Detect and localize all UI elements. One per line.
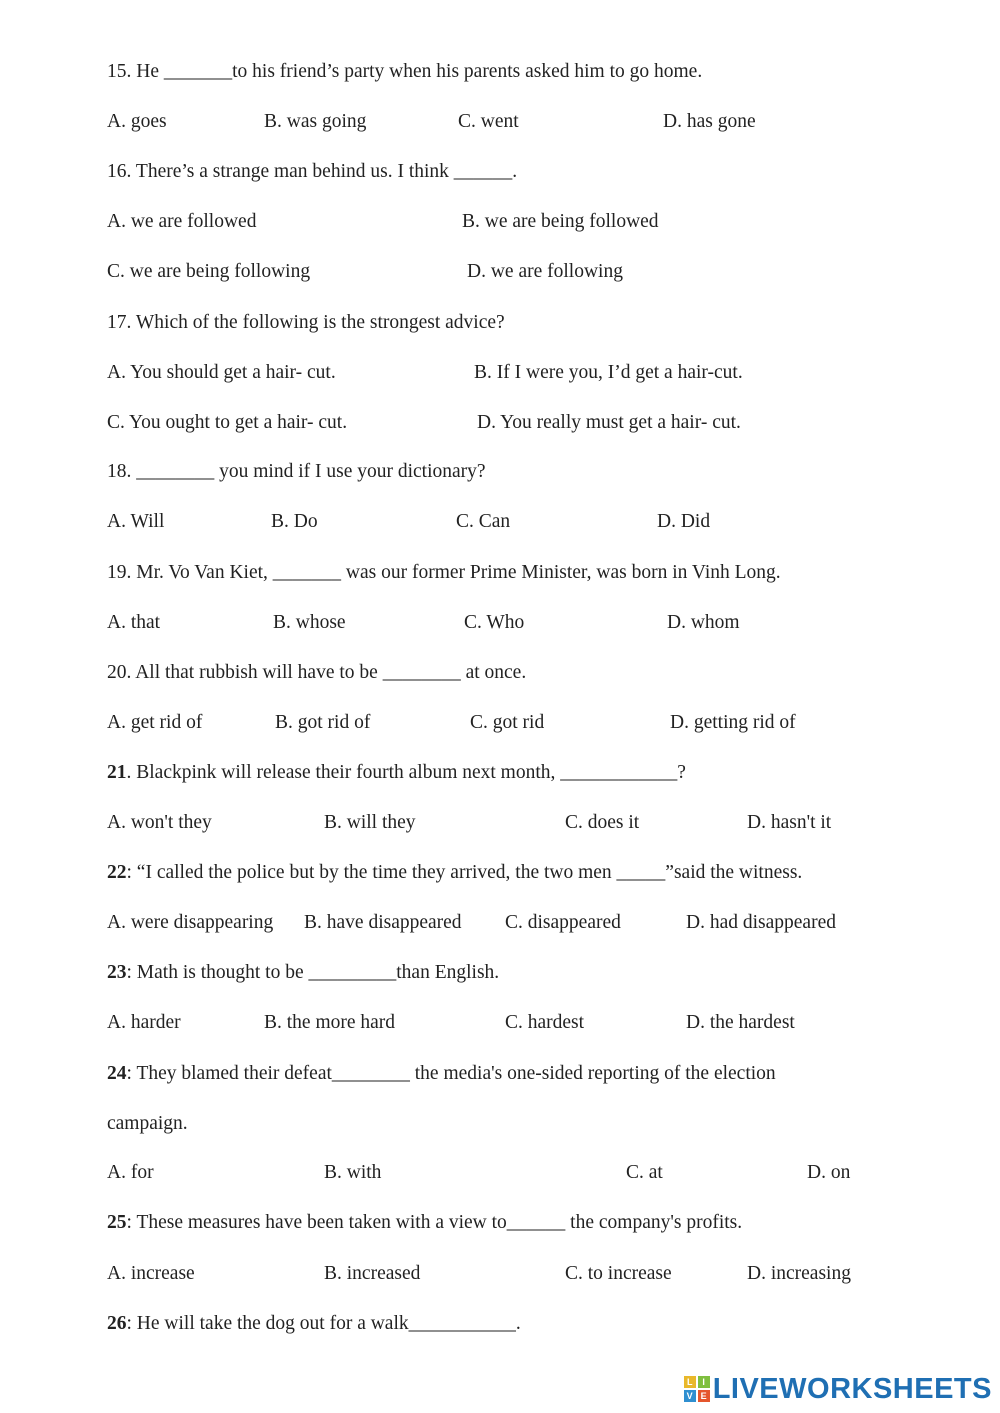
- logo-text: LIVEWORKSHEETS: [712, 1372, 992, 1405]
- question-stem: : He will take the dog out for a walk___________.: [126, 1313, 521, 1334]
- option-c[interactable]: C. does it: [565, 812, 640, 833]
- logo-mark-letter: L: [684, 1376, 696, 1388]
- option-d[interactable]: D. whom: [667, 612, 740, 633]
- question-number: 18.: [107, 461, 132, 482]
- option-a[interactable]: A. were disappearing: [107, 912, 274, 933]
- logo-mark-icon: [684, 1376, 710, 1402]
- option-a[interactable]: A. goes: [107, 111, 167, 132]
- question-stem: : These measures have been taken with a view to______ the company's profits.: [126, 1212, 743, 1233]
- option-a[interactable]: A. we are followed: [107, 211, 257, 232]
- question-number: 21: [107, 762, 127, 783]
- question-number: 15.: [107, 61, 132, 82]
- question-stem: : “I called the police but by the time they arrived, the two men _____”said the witness.: [126, 862, 803, 883]
- liveworksheets-logo: [684, 1371, 992, 1407]
- question-stem: : Math is thought to be _________than English.: [126, 962, 500, 983]
- option-b[interactable]: B. Do: [271, 511, 318, 532]
- option-b[interactable]: B. got rid of: [275, 712, 371, 733]
- option-b[interactable]: B. was going: [264, 111, 367, 132]
- question-stem: Which of the following is the strongest advice?: [135, 312, 505, 333]
- question-21: [107, 761, 686, 785]
- question-23: [107, 961, 499, 985]
- option-d[interactable]: D. we are following: [467, 261, 623, 282]
- option-d[interactable]: D. increasing: [747, 1263, 851, 1284]
- question-stem: He _______to his friend’s party when his parents asked him to go home.: [136, 61, 703, 82]
- option-c[interactable]: C. You ought to get a hair- cut.: [107, 412, 348, 433]
- option-d[interactable]: D. the hardest: [686, 1012, 795, 1033]
- option-b[interactable]: B. have disappeared: [304, 912, 462, 933]
- question-20: [107, 661, 526, 685]
- option-a[interactable]: A. harder: [107, 1012, 181, 1033]
- question-24-continued: campaign.: [107, 1113, 188, 1134]
- option-d[interactable]: D. getting rid of: [670, 712, 796, 733]
- question-number: 20.: [107, 662, 132, 683]
- option-a[interactable]: A. for: [107, 1162, 154, 1183]
- option-c[interactable]: C. at: [626, 1162, 663, 1183]
- option-c[interactable]: C. we are being following: [107, 261, 311, 282]
- logo-mark-letter: I: [698, 1376, 710, 1388]
- option-c[interactable]: C. to increase: [565, 1263, 672, 1284]
- question-number: 23: [107, 962, 127, 983]
- question-15: [107, 60, 702, 84]
- question-19: [107, 561, 781, 585]
- question-stem: ________ you mind if I use your dictionary?: [136, 461, 486, 482]
- question-number: 24: [107, 1063, 127, 1084]
- question-stem: There’s a strange man behind us. I think ______.: [135, 161, 518, 182]
- question-stem: . Blackpink will release their fourth album next month, ____________?: [126, 762, 686, 783]
- option-a[interactable]: A. Will: [107, 511, 165, 532]
- question-number: 17.: [107, 312, 132, 333]
- option-d[interactable]: D. on: [807, 1162, 851, 1183]
- option-b[interactable]: B. If I were you, I’d get a hair-cut.: [474, 362, 743, 383]
- option-d[interactable]: D. You really must get a hair- cut.: [477, 412, 741, 433]
- logo-mark-letter: V: [684, 1390, 696, 1402]
- option-a[interactable]: A. that: [107, 612, 161, 633]
- option-d[interactable]: D. has gone: [663, 111, 756, 132]
- option-a[interactable]: A. increase: [107, 1263, 195, 1284]
- question-25: [107, 1211, 742, 1235]
- question-stem: : They blamed their defeat________ the media's one-sided reporting of the election: [126, 1063, 776, 1084]
- option-c[interactable]: C. Who: [464, 612, 525, 633]
- question-number: 19.: [107, 562, 132, 583]
- option-c[interactable]: C. went: [458, 111, 519, 132]
- option-b[interactable]: B. we are being followed: [462, 211, 659, 232]
- option-d[interactable]: D. had disappeared: [686, 912, 836, 933]
- option-a[interactable]: A. won't they: [107, 812, 212, 833]
- question-17: [107, 311, 505, 335]
- option-c[interactable]: C. Can: [456, 511, 511, 532]
- option-a[interactable]: A. You should get a hair- cut.: [107, 362, 336, 383]
- option-b[interactable]: B. will they: [324, 812, 416, 833]
- question-number: 22: [107, 862, 127, 883]
- question-number: 26: [107, 1313, 127, 1334]
- option-c[interactable]: C. got rid: [470, 712, 545, 733]
- option-a[interactable]: A. get rid of: [107, 712, 203, 733]
- question-22: [107, 861, 802, 885]
- option-b[interactable]: B. whose: [273, 612, 346, 633]
- question-stem: All that rubbish will have to be ________ at once.: [135, 662, 527, 683]
- option-b[interactable]: B. with: [324, 1162, 382, 1183]
- option-c[interactable]: C. disappeared: [505, 912, 621, 933]
- option-b[interactable]: B. increased: [324, 1263, 421, 1284]
- option-b[interactable]: B. the more hard: [264, 1012, 396, 1033]
- question-stem: Mr. Vo Van Kiet, _______ was our former Prime Minister, was born in Vinh Long.: [136, 562, 781, 583]
- question-16: [107, 160, 517, 184]
- option-d[interactable]: D. Did: [657, 511, 711, 532]
- option-d[interactable]: D. hasn't it: [747, 812, 832, 833]
- option-c[interactable]: C. hardest: [505, 1012, 585, 1033]
- question-26: [107, 1312, 521, 1336]
- question-number: 16.: [107, 161, 132, 182]
- question-number: 25: [107, 1212, 127, 1233]
- question-24: [107, 1062, 776, 1086]
- question-18: [107, 460, 486, 484]
- logo-mark-letter: E: [698, 1390, 710, 1402]
